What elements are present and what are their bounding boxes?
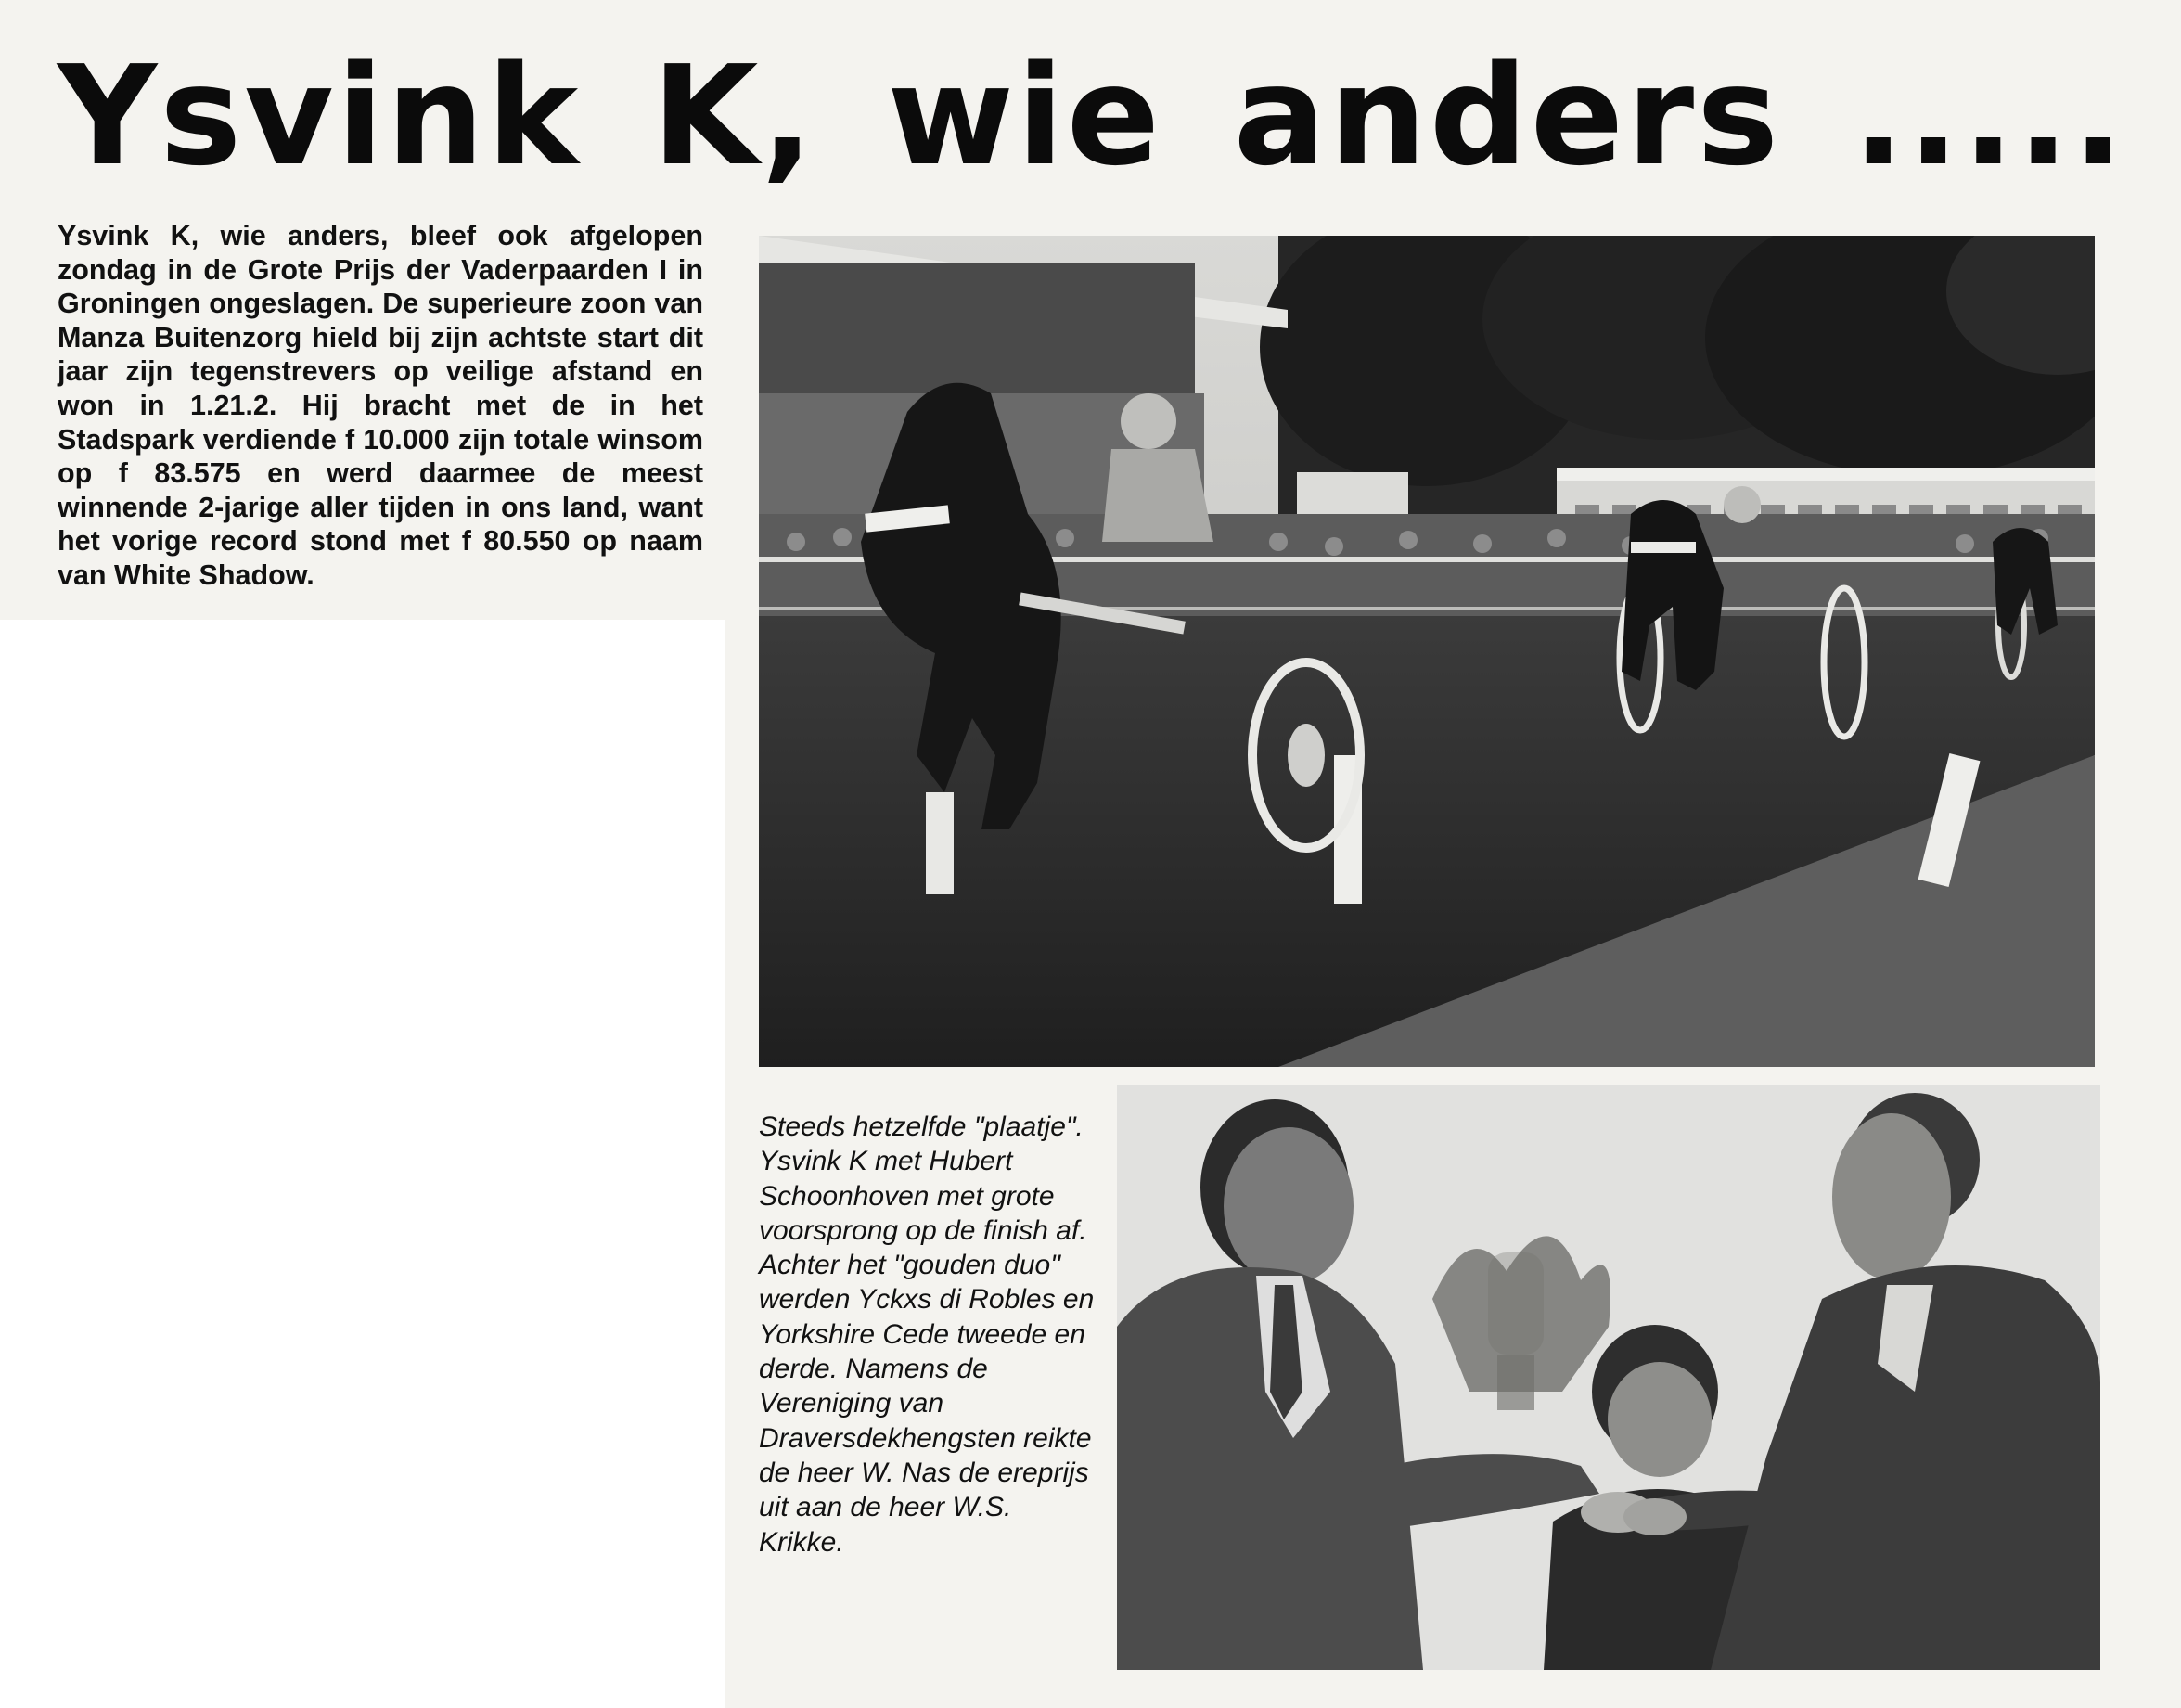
- headline: Ysvink K, wie anders .....: [58, 36, 2127, 196]
- race-photo: [759, 236, 2095, 1067]
- ceremony-photo: [1117, 1085, 2100, 1670]
- lead-paragraph-text: Ysvink K, wie anders, bleef ook afgelopen zondag in de Grote Prijs der Vaderpaarden I in Groningen ongeslagen. De superieure zoon van Manza Buitenzorg hield bij zijn achtste start dit jaar zijn tegenstrevers op veilige afstand en won in 1.21.2. Hij bracht met de in het Stadspark verdiende f 10.000 zijn totale winsom op f 83.575 en werd daarmee de meest winnende 2-jarige aller tijden in ons land, want het vorige record stond met f 80.550 op naam van White Shadow.: [58, 220, 703, 591]
- lead-paragraph: [58, 219, 703, 593]
- blank-column-area: [0, 620, 725, 1708]
- photo-caption-text: Steeds hetzelfde "plaatje". Ysvink K met Hubert Schoonhoven met grote voorsprong op de finish af. Achter het "gouden duo" werden Yckxs di Robles en Yorkshire Cede tweede en derde. Namens de Vereniging van Draversdekhengsten reikte de heer W. Nas de ereprijs uit aan de heer W.S. Krikke.: [759, 1111, 1095, 1558]
- photo-caption: [759, 1110, 1104, 1560]
